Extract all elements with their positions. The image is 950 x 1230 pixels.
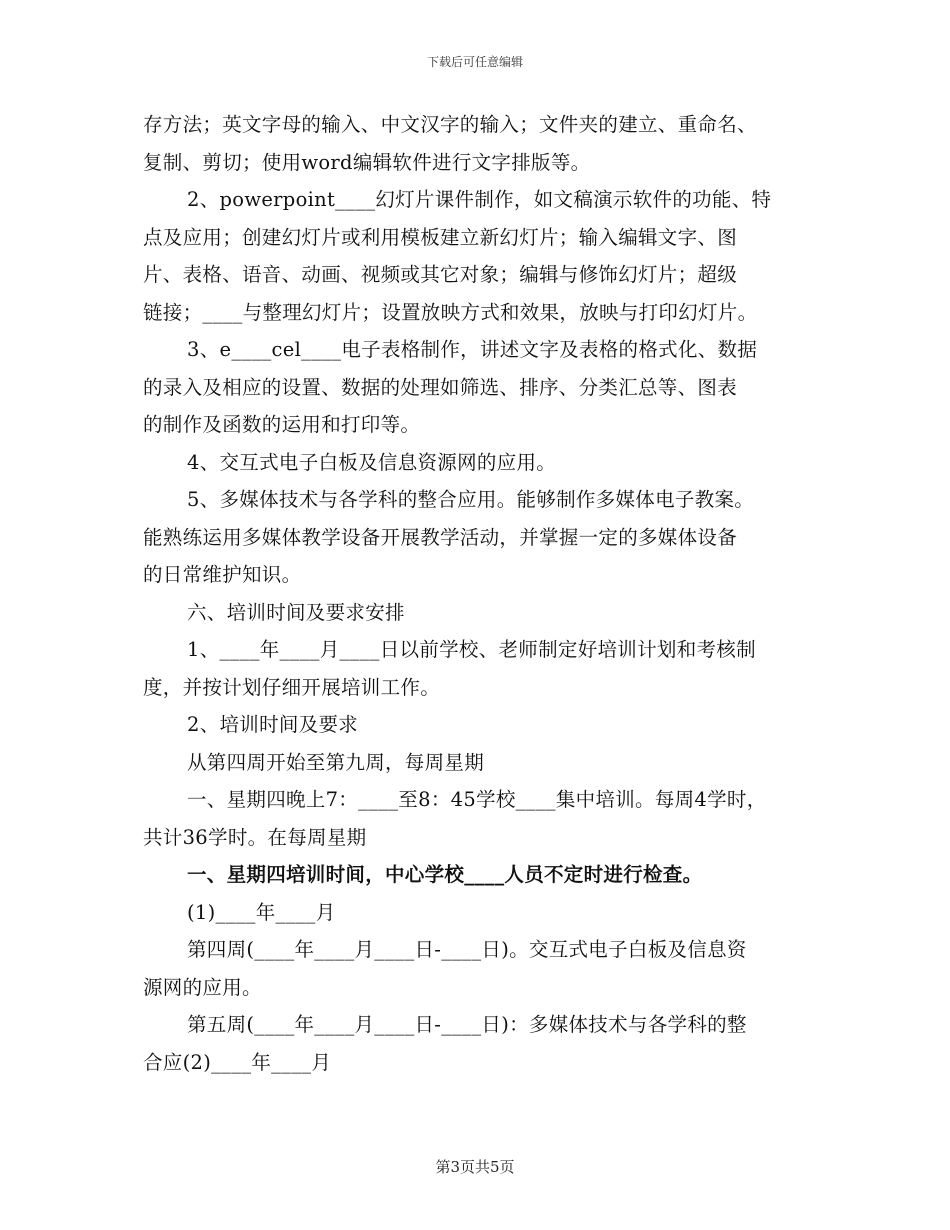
section-heading: 六、培训时间及要求安排 [187,600,405,624]
text-line: 共计36学时。在每周星期 [143,825,367,849]
page-footer: 第3页共5页 [435,1158,515,1176]
text-line: 源网的应用。 [143,975,262,999]
text-line: 第四周(____年____月____日-____日)。交互式电子白板及信息资 [187,938,747,961]
text-line: 5、多媒体技术与各学科的整合应用。能够制作多媒体电子教案。 [187,488,755,511]
text-line: 1、____年____月____日以前学校、老师制定好培训计划和考核制 [187,638,756,661]
text-line: (1)____年____月 [187,900,336,924]
text-line: 存方法；英文字母的输入、中文汉字的输入；文件夹的建立、重命名、 [143,113,757,136]
bold-text-line: 一、星期四培训时间，中心学校____人员不定时进行检查。 [187,863,703,886]
text-line: 一、星期四晚上7：____至8：45学校____集中培训。每周4学时， [187,788,767,811]
text-line: 复制、剪切；使用word编辑软件进行文字排版等。 [143,150,591,174]
page-header: 下载后可任意编辑 [426,55,523,69]
text-line: 从第四周开始至第九周，每周星期 [187,750,485,774]
text-line: 4、交互式电子白板及信息资源网的应用。 [187,450,557,474]
text-line: 合应(2)____年____月 [143,1050,332,1074]
text-line: 片、表格、语音、动画、视频或其它对象；编辑与修饰幻灯片；超级 [143,263,738,286]
document-body [143,106,815,1081]
text-line: 点及应用；创建幻灯片或利用模板建立新幻灯片；输入编辑文字、图 [143,225,738,249]
text-line: 的制作及函数的运用和打印等。 [143,413,421,436]
text-line: 2、powerpoint____幻灯片课件制作，如文稿演示软件的功能、特 [187,188,772,211]
text-line: 的录入及相应的设置、数据的处理如筛选、排序、分类汇总等、图表 [143,375,738,399]
text-line: 的日常维护知识。 [143,563,302,586]
text-line: 链接；____与整理幻灯片；设置放映方式和效果，放映与打印幻灯片。 [143,300,758,324]
text-line: 能熟练运用多媒体教学设备开展教学活动，并掌握一定的多媒体设备 [143,525,738,549]
text-line: 度，并按计划仔细开展培训工作。 [143,675,441,699]
text-line: 第五周(____年____月____日-____日)：多媒体技术与各学科的整 [187,1013,747,1036]
text-line: 2、培训时间及要求 [187,713,359,736]
text-line: 3、e____cel____电子表格制作，讲述文字及表格的格式化、数据 [187,338,758,361]
